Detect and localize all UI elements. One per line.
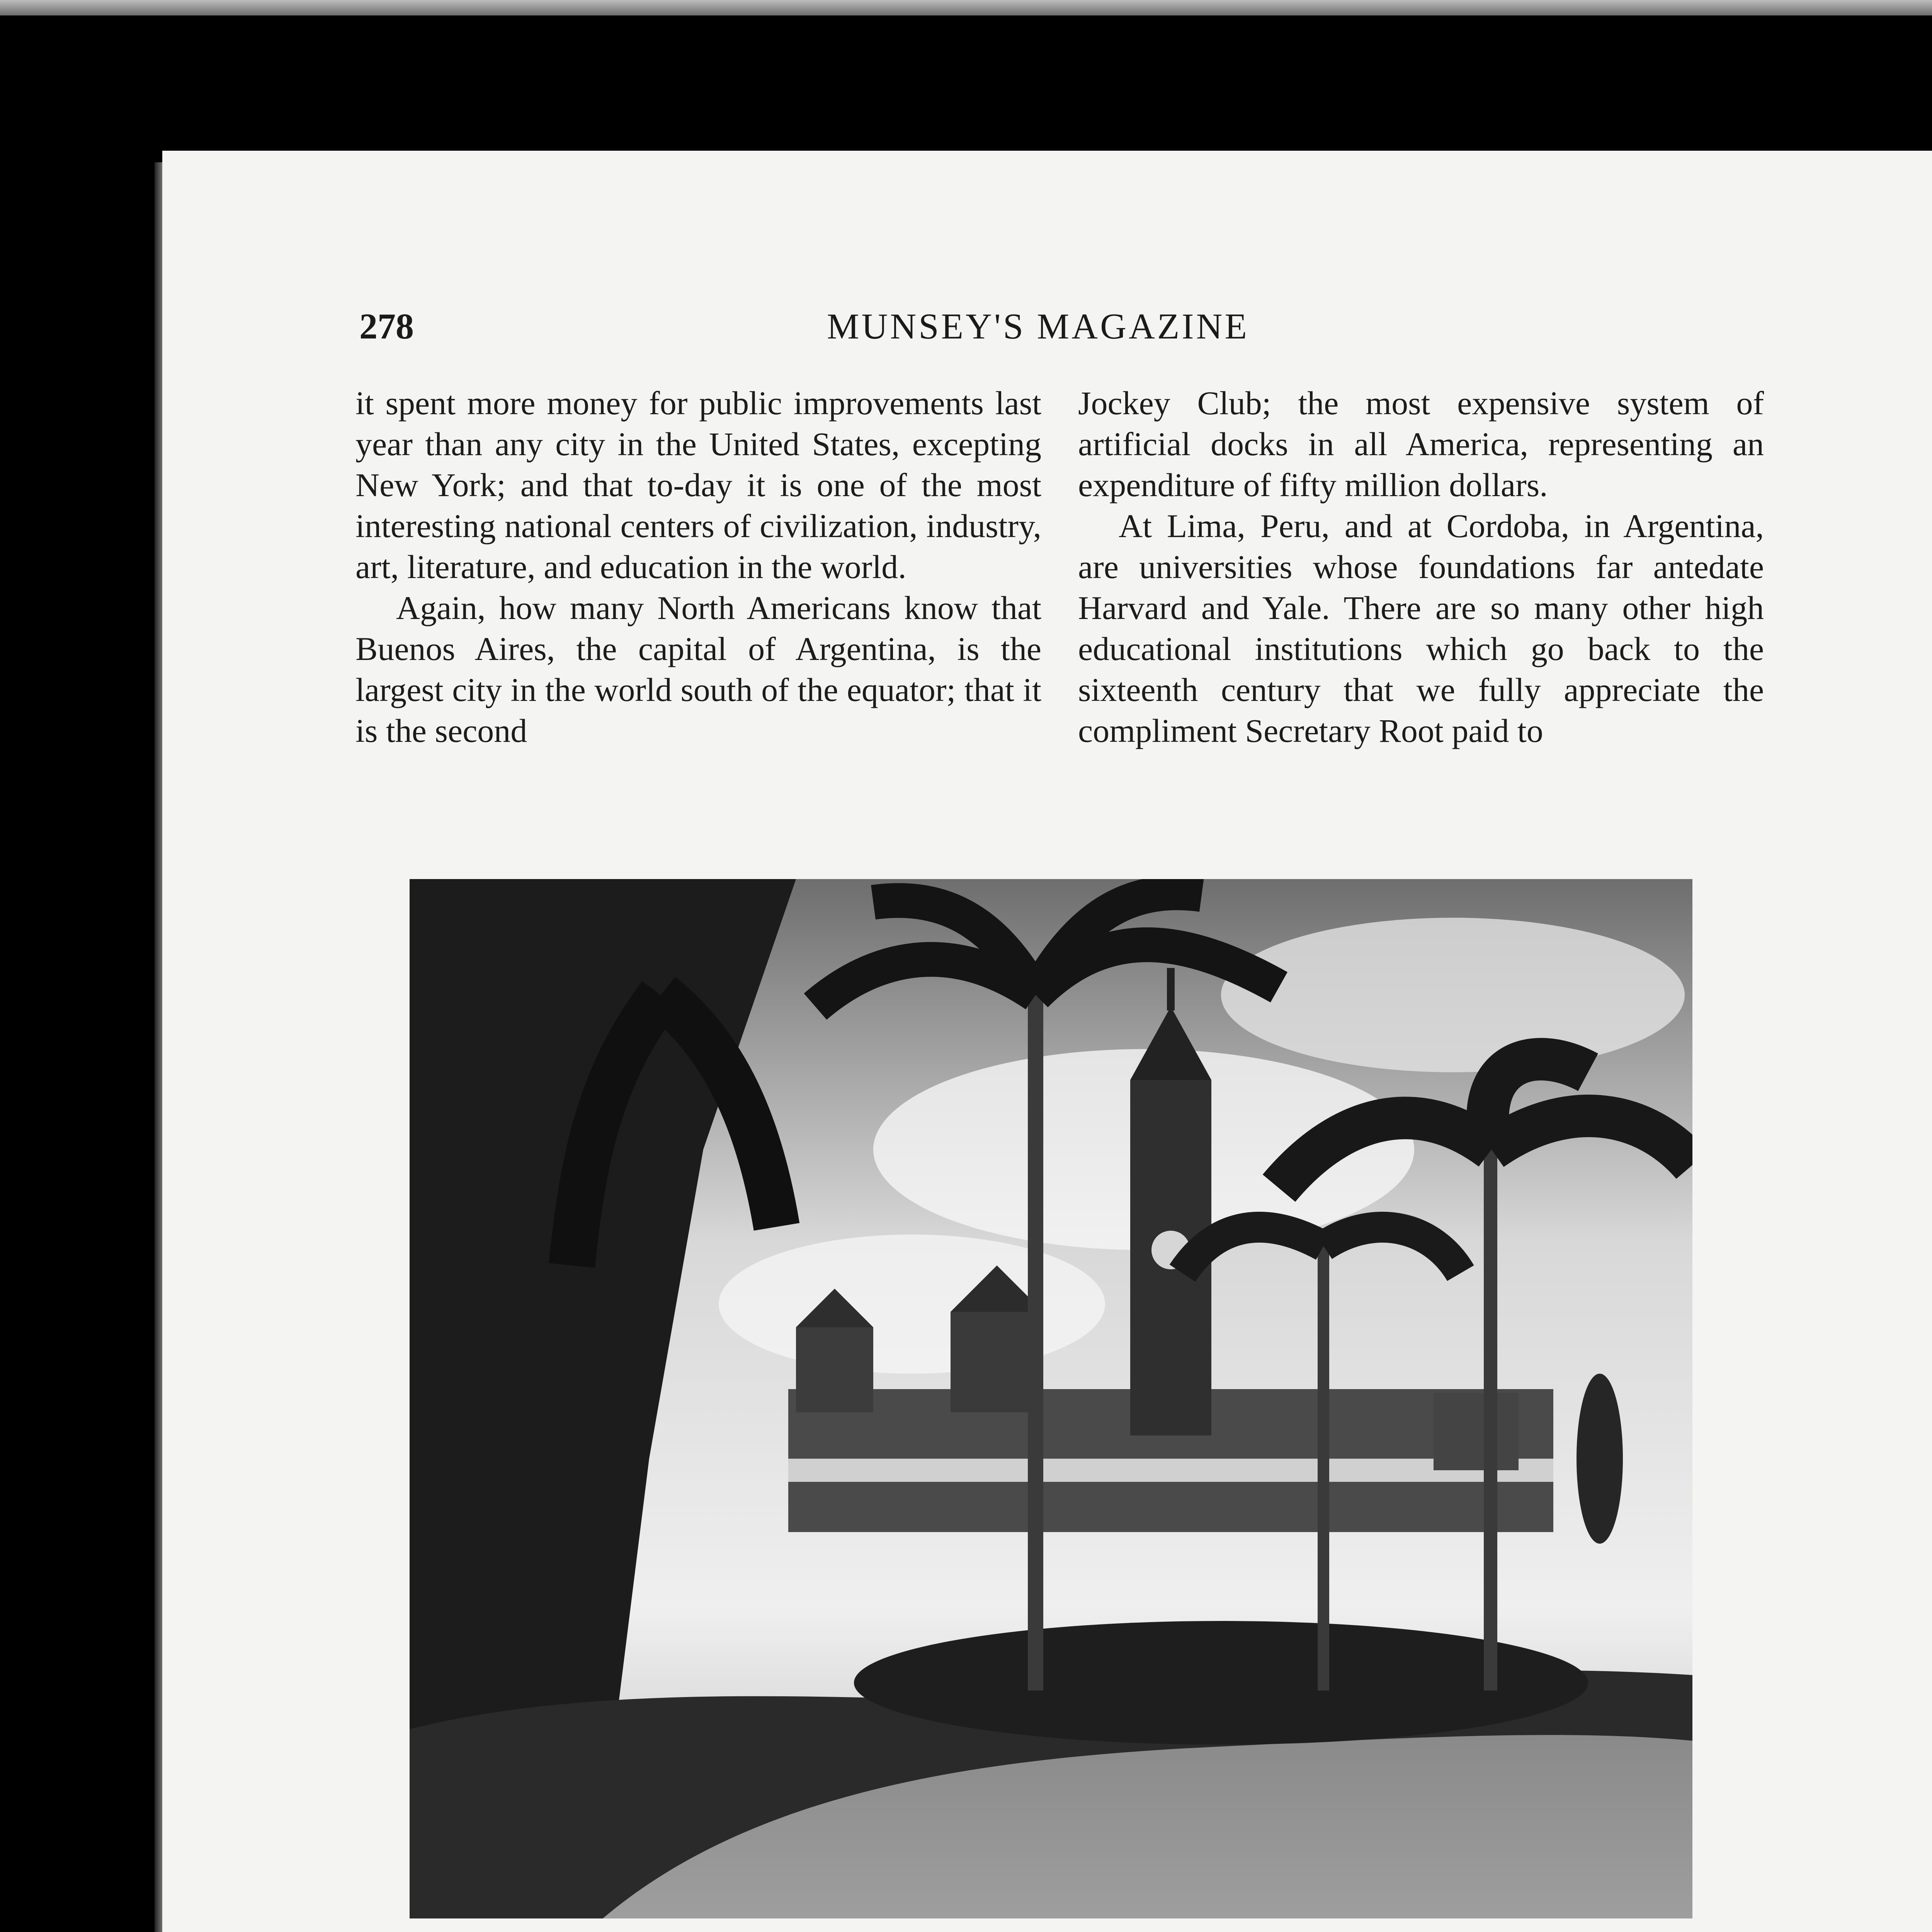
- railroad-station-photograph: [410, 879, 1692, 1918]
- text-column-top-left: [355, 383, 1041, 751]
- page-number: 278: [359, 306, 414, 347]
- paragraph: Again, how many North Americans know that Buenos Aires, the capital of Argentina, is the largest city in the world south of the equator; that it is the second: [355, 589, 1041, 749]
- text-column-top-right: [1078, 383, 1764, 751]
- scanner-top-edge: [0, 0, 1932, 15]
- running-title: MUNSEY'S MAGAZINE: [827, 306, 1249, 347]
- photo-caption: [386, 1928, 1716, 1932]
- caption-line: [386, 1928, 1716, 1932]
- paragraph: At Lima, Peru, and at Cordoba, in Argentina, are universities whose foundations far antedate Harvard and Yale. There are so many other high educational institutions which go back to the sixteenth century that we fully appreciate the compliment Secretary Root paid to: [1078, 507, 1764, 749]
- photo-illustration: [410, 879, 1692, 1918]
- paragraph: it spent more money for public improvements last year than any city in the United States, excepting New York; and that to-day it is one of the most interesting national centers of civilization, industry, art, literature, and education in the world.: [355, 384, 1041, 585]
- paragraph: Jockey Club; the most expensive system of artificial docks in all America, representing an expenditure of fifty million dollars.: [1078, 384, 1764, 503]
